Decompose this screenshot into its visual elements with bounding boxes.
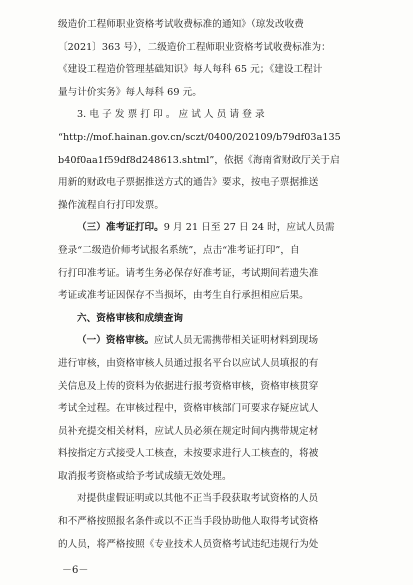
text-segment: 《建设工程造价管理基础知识》每人每科 65 元；《建设工程计 xyxy=(58,64,323,76)
text-segment: 对提供虚假证明或以其他不正当手段获取考试资格的人员 xyxy=(77,493,319,505)
text-segment: 料按指定方式接受人工核查，未按要求进行人工核查的，将被 xyxy=(58,448,319,460)
text-line xyxy=(58,172,362,195)
text-segment: 级造价工程师职业资格考试收费标准的通知》（琼发改收费 xyxy=(58,19,304,30)
text-line xyxy=(58,37,362,60)
text-line xyxy=(58,217,362,240)
section-heading xyxy=(58,308,362,331)
text-segment: 取消报考资格或给予考试成绩无效处理。 xyxy=(58,470,232,482)
text-segment: 操作流程自行打印发票。 xyxy=(58,199,165,211)
text-line xyxy=(58,376,362,399)
text-line xyxy=(58,466,362,489)
text-line xyxy=(58,285,362,308)
text-line xyxy=(58,127,362,150)
text-line xyxy=(58,443,362,466)
text-segment: 用新的财政电子票据推送方式的通告》要求，按电子票据推送 xyxy=(58,177,319,189)
text-segment: 进行审核，由资格审核人员通过报名平台以应试人员填报的有 xyxy=(58,357,319,369)
text-segment: 考试全过程。在审核过程中，资格审核部门可要求存疑应试人 xyxy=(58,403,319,415)
text-segment: 考证或准考证因保存不当损坏，由考生自行承担相应后果。 xyxy=(58,290,309,302)
text-line xyxy=(58,82,362,105)
text-segment: b40f0aa1f59df8d248613.shtml”，依据《海南省财政厅关于启 xyxy=(58,154,340,166)
text-line xyxy=(58,488,362,511)
text-line xyxy=(58,353,362,376)
text-segment: 和不严格按照报名条件或以不正当手段协助他人取得考试资格 xyxy=(58,516,319,528)
text-segment: 量与计价实务》每人每科 69 元。 xyxy=(58,86,202,98)
text-segment: 应试人员无需携带相关证明材料到现场 xyxy=(154,335,319,347)
text-line xyxy=(58,59,362,82)
text-segment: 行打印准考证。请考生务必保存好准考证，考试期间若遗失准 xyxy=(58,267,319,279)
bold-text-segment: （一）资格审核。 xyxy=(77,335,155,347)
text-segment: 登录“二级造价师考试报名系统”，点击“准考证打印”，自 xyxy=(58,244,300,256)
text-line xyxy=(58,195,362,218)
text-line xyxy=(58,263,362,286)
text-line xyxy=(58,534,362,557)
text-segment: 〔2021〕363 号），二级造价工程师职业资格考试收费标准为： xyxy=(58,41,331,53)
text-segment: 3. 电 子 发 票 打 印 。 应 试 人 员 请 登 录 xyxy=(77,109,265,121)
text-segment: 员补充提交相关材料，应试人员必须在规定时间内携带规定材 xyxy=(58,425,319,437)
text-line xyxy=(58,104,362,127)
text-line xyxy=(58,330,362,353)
text-segment: 9 月 21 日至 27 日 24 时，应试人员需 xyxy=(163,222,335,234)
bold-text-segment: 六、资格审核和成绩查询 xyxy=(77,312,184,324)
text-line xyxy=(58,14,362,37)
text-segment: 关信息及上传的资料为依据进行报考资格审核，资格审核贯穿 xyxy=(58,380,319,392)
text-line xyxy=(58,398,362,421)
text-segment: “http://mof.hainan.gov.cn/sczt/0400/202109/b79df03a135 xyxy=(58,131,341,143)
bold-text-segment: （三）准考证打印。 xyxy=(77,222,164,234)
text-segment: 的人员，将严格按照《专业技术人员资格考试违纪违规行为处 xyxy=(58,538,319,550)
text-line xyxy=(58,511,362,534)
page-number: －6－ xyxy=(62,565,89,576)
text-line xyxy=(58,421,362,444)
text-line xyxy=(58,240,362,263)
document-body xyxy=(58,14,362,556)
text-line xyxy=(58,150,362,173)
